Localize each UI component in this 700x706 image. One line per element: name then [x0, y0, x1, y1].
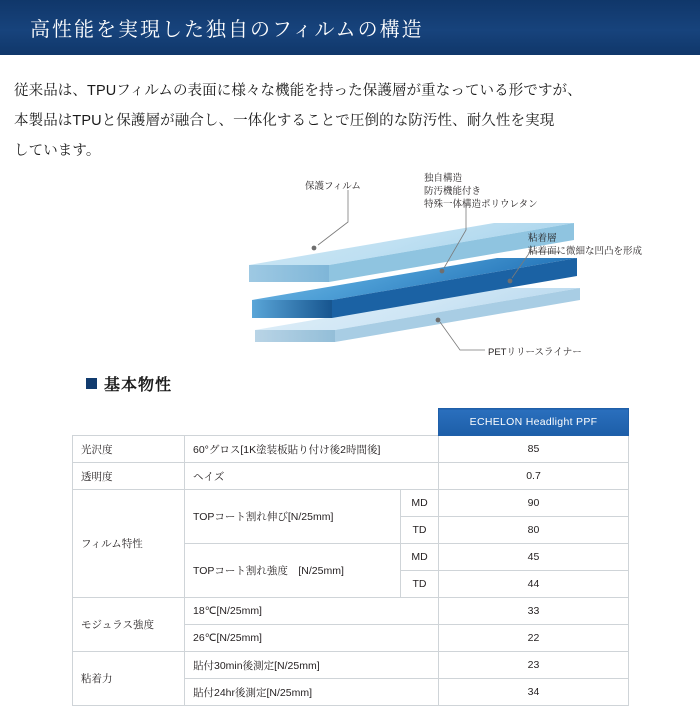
square-bullet-icon: [86, 378, 97, 389]
label-unique-line-2: 防汚機能付き: [424, 186, 482, 197]
row-value: 0.7: [439, 463, 629, 490]
table-row: [73, 598, 629, 625]
header-product: ECHELON Headlight PPF: [439, 409, 629, 436]
row-direction: MD: [401, 490, 439, 517]
row-item: 26℃[N/25mm]: [185, 625, 439, 652]
label-adhesive-line-1: 粘着層: [528, 233, 557, 244]
row-item: 貼付24hr後測定[N/25mm]: [185, 679, 439, 706]
row-value: 22: [439, 625, 629, 652]
table-row: [73, 490, 629, 517]
table-header-row: [73, 409, 629, 436]
row-category: モジュラス強度: [73, 598, 185, 652]
row-value: 34: [439, 679, 629, 706]
header-blank-2: [185, 409, 401, 436]
header-blank-3: [401, 409, 439, 436]
label-protective-film: 保護フィルム: [305, 181, 361, 192]
header-blank-1: [73, 409, 185, 436]
intro-line-1: 従来品は、TPUフィルムの表面に様々な機能を持った保護層が重なっている形ですが、: [14, 83, 582, 99]
basic-properties-table-wrapper: [72, 408, 628, 706]
table-row: [73, 436, 629, 463]
row-value: 45: [439, 544, 629, 571]
label-adhesive-layer: [528, 232, 642, 258]
basic-properties-table: [72, 408, 629, 706]
row-item: TOPコート割れ強度 [N/25mm]: [185, 544, 401, 598]
label-unique-line-3: 特殊一体構造ポリウレタン: [424, 199, 538, 210]
row-category: フィルム特性: [73, 490, 185, 598]
row-value: 44: [439, 571, 629, 598]
row-item: 18℃[N/25mm]: [185, 598, 439, 625]
label-pet-liner: PETリリースライナー: [488, 347, 582, 358]
row-direction: TD: [401, 517, 439, 544]
intro-line-3: しています。: [14, 143, 101, 159]
row-item: TOPコート割れ伸び[N/25mm]: [185, 490, 401, 544]
row-item: 60°グロス[1K塗装板貼り付け後2時間後]: [185, 436, 439, 463]
row-category: 光沢度: [73, 436, 185, 463]
row-value: 33: [439, 598, 629, 625]
page-title: 高性能を実現した独自のフィルムの構造: [30, 19, 424, 41]
intro-paragraph: [14, 76, 690, 166]
row-direction: TD: [401, 571, 439, 598]
section-heading-label: 基本物性: [104, 377, 173, 394]
section-heading-basic-properties: [86, 372, 172, 395]
film-structure-diagram: [0, 160, 700, 370]
page-header-band: [0, 0, 700, 55]
label-unique-line-1: 独自構造: [424, 173, 463, 184]
table-row: [73, 652, 629, 679]
label-unique-structure: [424, 172, 538, 211]
label-adhesive-line-2: 粘着面に微細な凹凸を形成: [528, 246, 643, 257]
row-value: 85: [439, 436, 629, 463]
row-item: ヘイズ: [185, 463, 439, 490]
table-row: [73, 463, 629, 490]
row-value: 80: [439, 517, 629, 544]
row-value: 23: [439, 652, 629, 679]
row-direction: MD: [401, 544, 439, 571]
row-category: 粘着力: [73, 652, 185, 706]
row-category: 透明度: [73, 463, 185, 490]
intro-line-2: 本製品はTPUと保護層が融合し、一体化することで圧倒的な防汚性、耐久性を実現: [14, 113, 555, 129]
row-value: 90: [439, 490, 629, 517]
row-item: 貼付30min後測定[N/25mm]: [185, 652, 439, 679]
